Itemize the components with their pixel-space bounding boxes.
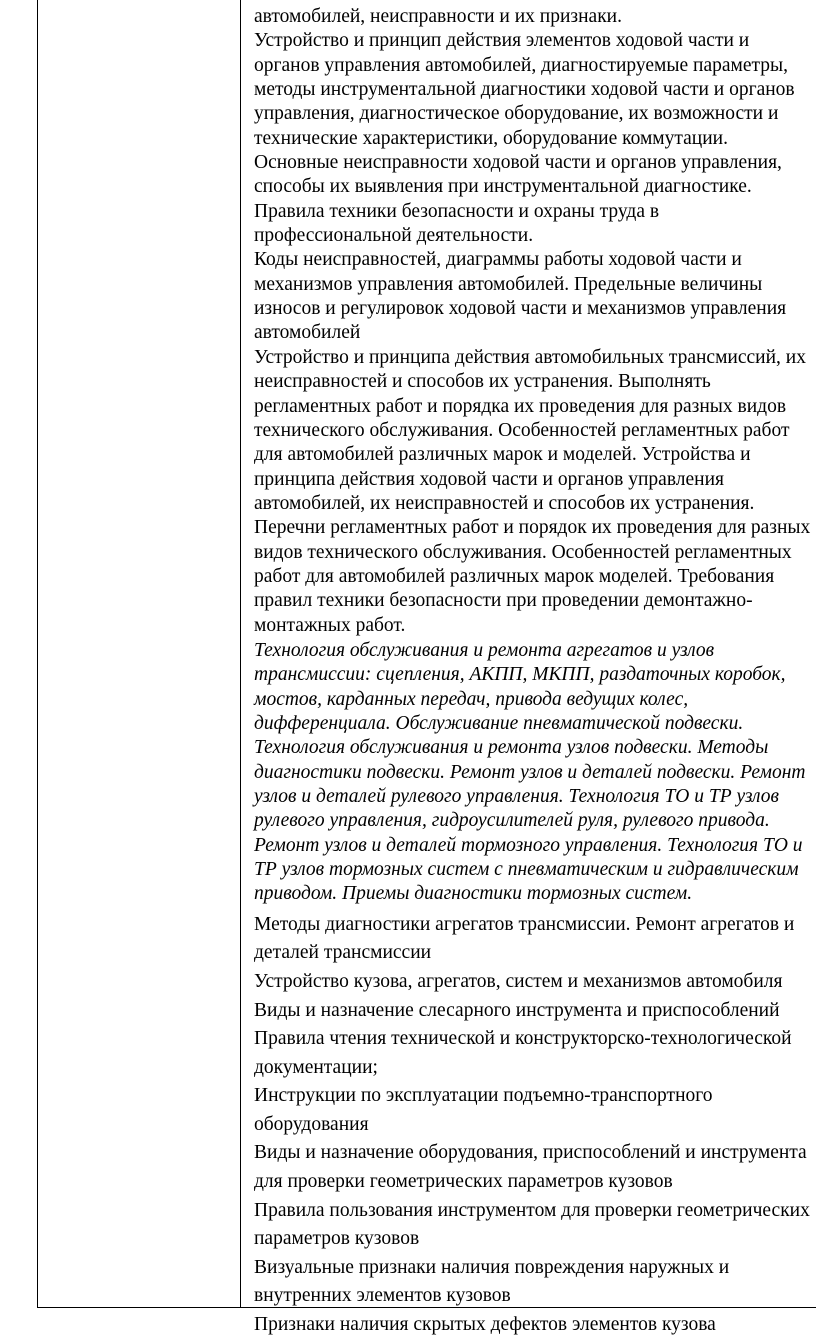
text-line: Устройство и принцип действия элементов ходовой части и bbox=[254, 30, 750, 52]
text-line: оборудования bbox=[254, 1113, 369, 1135]
text-line: правил техники безопасности при проведении демонтажно- bbox=[254, 590, 753, 612]
text-line: управления, диагностическое оборудование, их возможности и bbox=[254, 103, 779, 125]
text-line: параметров кузовов bbox=[254, 1228, 420, 1250]
column-divider bbox=[240, 0, 241, 1307]
text-line: Технология обслуживания и ремонта агрегатов и узлов bbox=[254, 639, 715, 661]
text-line: видов технического обслуживания. Особенностей регламентных bbox=[254, 541, 792, 563]
text-line: автомобилей bbox=[254, 322, 361, 344]
text-line: Методы диагностики агрегатов трансмиссии. Ремонт агрегатов и bbox=[254, 913, 795, 935]
text-line: дифференциала. Обслуживание пневматической подвески. bbox=[254, 712, 744, 734]
text-line: документации; bbox=[254, 1056, 378, 1078]
text-line: для автомобилей различных марок и моделей. Устройства и bbox=[254, 444, 751, 466]
text-line: диагностики подвески. Ремонт узлов и деталей подвески. Ремонт bbox=[254, 761, 806, 783]
text-line: Коды неисправностей, диаграммы работы ходовой части и bbox=[254, 249, 742, 271]
text-line: внутренних элементов кузовов bbox=[254, 1285, 511, 1307]
text-line: регламентных работ и порядка их проведения для разных видов bbox=[254, 395, 787, 417]
text-line: Устройство кузова, агрегатов, систем и механизмов автомобиля bbox=[254, 970, 783, 992]
text-line: трансмиссии: сцепления, АКПП, МКПП, раздаточных коробок, bbox=[254, 664, 786, 686]
text-line: автомобилей, их неисправностей и способов их устранения. bbox=[254, 492, 755, 514]
text-line: рулевого управления, гидроусилителей руля, рулевого привода. bbox=[254, 810, 770, 832]
text-line: ТР узлов тормозных систем с пневматическим и гидравлическим bbox=[254, 859, 799, 881]
text-line: Основные неисправности ходовой части и органов управления, bbox=[254, 152, 782, 174]
text-line: Ремонт узлов и деталей тормозного управления. Технология ТО и bbox=[254, 834, 803, 856]
table-cell-content bbox=[254, 5, 816, 1340]
text-line: принципа действия ходовой части и органов управления bbox=[254, 468, 725, 490]
text-line: Визуальные признаки наличия повреждения наружных и bbox=[254, 1256, 730, 1278]
text-line: Устройство и принципа действия автомобильных трансмиссий, их bbox=[254, 346, 806, 368]
text-line: монтажных работ. bbox=[254, 614, 406, 636]
text-line: деталей трансмиссии bbox=[254, 942, 432, 964]
text-line: для проверки геометрических параметров кузовов bbox=[254, 1171, 673, 1193]
text-line: мостов, карданных передач, привода ведущих колес, bbox=[254, 688, 689, 710]
text-line: органов управления автомобилей, диагностируемые параметры, bbox=[254, 54, 788, 76]
text-line: Инструкции по эксплуатации подъемно-транспортного bbox=[254, 1085, 713, 1107]
text-line: Правила чтения технической и конструкторско-технологической bbox=[254, 1028, 792, 1050]
text-line: Виды и назначение слесарного инструмента и приспособлений bbox=[254, 999, 780, 1021]
text-line: износов и регулировок ходовой части и механизмов управления bbox=[254, 298, 787, 320]
regular-text-block bbox=[254, 5, 816, 638]
text-line: способы их выявления при инструментальной диагностике. bbox=[254, 176, 752, 198]
text-line: приводом. Приемы диагностики тормозных систем. bbox=[254, 883, 693, 905]
text-line: профессиональной деятельности. bbox=[254, 225, 534, 247]
text-line: Признаки наличия скрытых дефектов элементов кузова bbox=[254, 1314, 716, 1336]
text-line: неисправностей и способов их устранения. Выполнять bbox=[254, 371, 711, 393]
text-line: механизмов управления автомобилей. Предельные величины bbox=[254, 273, 763, 295]
spaced-text-block bbox=[254, 911, 816, 1340]
text-line: Перечни регламентных работ и порядок их проведения для разных bbox=[254, 517, 811, 539]
text-line: технического обслуживания. Особенностей регламентных работ bbox=[254, 419, 790, 441]
text-line: Правила пользования инструментом для проверки геометрических bbox=[254, 1199, 810, 1221]
text-line: автомобилей, неисправности и их признаки. bbox=[254, 6, 622, 27]
text-line: Виды и назначение оборудования, приспособлений и инструмента bbox=[254, 1142, 807, 1164]
italic-text-block bbox=[254, 639, 816, 907]
text-line: Правила техники безопасности и охраны труда в bbox=[254, 200, 660, 222]
text-line: технические характеристики, оборудование коммутации. bbox=[254, 127, 728, 149]
text-line: Технология обслуживания и ремонта узлов подвески. Методы bbox=[254, 737, 769, 759]
text-line: методы инструментальной диагностики ходовой части и органов bbox=[254, 79, 795, 101]
text-line: работ для автомобилей различных марок моделей. Требования bbox=[254, 565, 775, 587]
text-line: узлов и деталей рулевого управления. Технология ТО и ТР узлов bbox=[254, 786, 779, 807]
